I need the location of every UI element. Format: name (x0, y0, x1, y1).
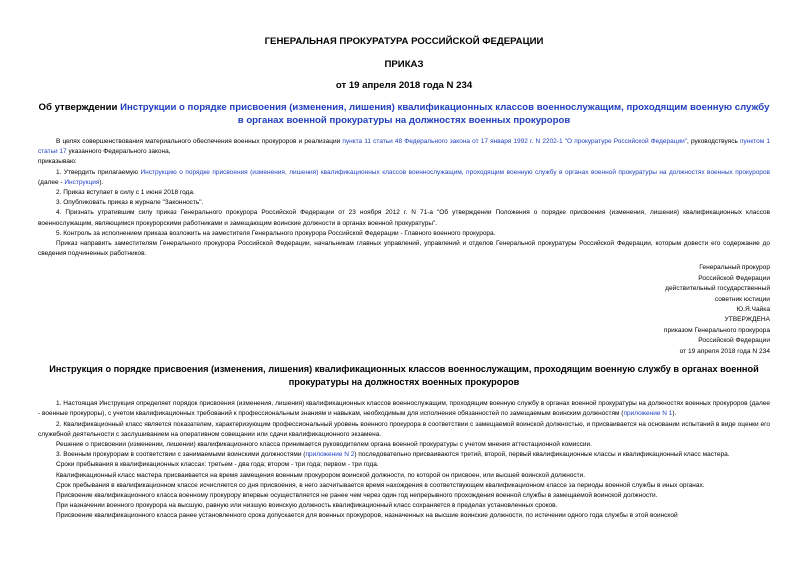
order-title (38, 101, 770, 127)
appendix-2-link[interactable]: приложение N 2 (305, 451, 355, 459)
instruction-paragraph-3: Решение о присвоении (изменении, лишении) квалификационного класса принимается руководителем органа военной прокуратуры с учетом мнения аттестационной комиссии. (56, 440, 592, 448)
order-item-1 (38, 168, 770, 188)
order-word: приказываю: (38, 158, 77, 166)
preamble-text-b: , руководствуясь (687, 138, 740, 145)
order-item-1-text-c: ). (99, 178, 104, 186)
order-item-5: 5. Контроль за исполнением приказа возложить на заместителя Генерального прокурора Российской Федерации - Главного военного прокурора. (56, 229, 496, 237)
law-article-link[interactable]: пункта 11 статьи 48 Федерального закона от 17 января 1992 г. N 2202-1 "О прокуратуре Российской Федерации" (342, 138, 688, 145)
signature-name: Ю.Я.Чайка (736, 306, 770, 314)
order-item-3: 3. Опубликовать приказ в журнале "Законность". (56, 199, 204, 207)
instruction-paragraph-6: Квалификационный класс мастера присваивается на время замещения военным прокурором воинской должности, по которой он присвоен, или высшей воинской должности. (56, 471, 586, 479)
instruction-p4-text: 3. Военным прокурорам в соответствии с занимаемыми воинскими должностями ( (56, 451, 306, 459)
instruction-paragraph-7: Срок пребывания в квалификационном классе исчисляется со дня присвоения, в него засчитывается время нахождения в соответствующем квалификационном классе за периоды военной службы в иных органах. (56, 481, 705, 489)
org-heading: ГЕНЕРАЛЬНАЯ ПРОКУРАТУРА РОССИЙСКОЙ ФЕДЕРАЦИИ (264, 36, 544, 47)
preamble-text-a: В целях совершенствования материального обеспечения военных прокуроров и реализации (56, 138, 343, 145)
approval-line: от 19 апреля 2018 года N 234 (679, 347, 770, 355)
instruction-paragraph-9: При назначении военного прокурора на высшую, равную или низшую воинскую должность квалификационный класс сохраняется в пределах установленных сроков. (56, 502, 558, 510)
signature-line: советник юстиции (714, 295, 770, 303)
instruction-link[interactable]: Инструкцию о порядке присвоения (изменения, лишения) квалификационных классов военнослужащим, проходящим военную службу в органах военной прокуратуры на должностях военных прокуроров (140, 168, 770, 176)
order-item-6: Приказ направить заместителям Генерального прокурора Российской Федерации, начальникам главных управлений, управлений и отделов Генеральной прокуратуры Российской Федерации, которым довести его содержание до сведения подчиненных работников. (38, 240, 770, 258)
order-item-1-text-b: (далее - (38, 178, 65, 186)
instruction-paragraph-2: 2. Квалификационный класс является показателем, характеризующим профессиональный уровень военного прокурора в соответствии с замещаемой воинской должностью, и присваивается на основании испытаний в виде оценки его служебной деятельности с заслушиванием на оперативном совещании или сдачи квалификационного экзамена. (38, 420, 770, 438)
order-item-4: 4. Признать утратившим силу приказ Генерального прокурора Российской Федерации от 23 ноября 2012 г. N 71-а "Об утверждении Положения о порядке присвоения (изменения, лишения) квалификационных классов военнослужащим, являющимся прокурорскими работниками и замещающим воинские должности в органах военной прокуратуры". (38, 209, 770, 227)
approval-line: Российской Федерации (698, 337, 770, 345)
article-17-link[interactable]: пунктом 1 статьи 17 (38, 138, 770, 156)
instruction-paragraph-4 (38, 450, 770, 460)
instruction-short-link[interactable]: Инструкция (64, 178, 100, 186)
instruction-p1-text: 1. Настоящая Инструкция определяет порядок присвоения (изменения, лишения) квалификационных классов военнослужащим, проходящим военную службу в органах военной прокуратуры на должностях военных прокуроров (далее - военные прокуроры), с учетом квалификационных требований к профессиональным знаниям и навыкам, необходимым для исполнения обязанностей по замещаемым воинским должностям ( (38, 400, 770, 418)
order-item-2: 2. Приказ вступает в силу с 1 июня 2018 года. (56, 189, 195, 197)
instruction-p4-text-b: ) последовательно присваиваются третий, второй, первый квалификационные классы и квалификационный класс мастера. (354, 451, 730, 459)
signature-line: действительный государственный (665, 285, 770, 293)
signature-line: Российской Федерации (698, 274, 770, 282)
instruction-paragraph-1 (38, 399, 770, 419)
instruction-p1-text-b: ). (672, 410, 677, 418)
instruction-paragraph-8: Присвоение квалификационного класса военному прокурору впервые осуществляется не ранее чем через один год непрерывного прохождения военной службы в замещаемой воинской должности. (56, 491, 658, 499)
instruction-title: Инструкция о порядке присвоения (изменения, лишения) квалификационных классов военнослужащим, проходящим военную службу в органах военной прокуратуры на должностях военных прокуроров (49, 364, 759, 388)
order-title-prefix: Об утверждении (38, 102, 121, 113)
order-item-1-text: 1. Утвердить прилагаемую (56, 168, 141, 176)
approval-line: приказом Генерального прокурора (663, 326, 770, 334)
instruction-paragraph-5: Сроки пребывания в квалификационных классах: третьем - два года; втором - три года; первом - три года. (56, 461, 379, 469)
signature-block (38, 263, 770, 357)
doc-type-heading: ПРИКАЗ (384, 59, 424, 70)
signature-line: Генеральный прокурор (699, 264, 770, 272)
approval-line: УТВЕРЖДЕНА (724, 316, 770, 324)
appendix-1-link[interactable]: приложение N 1 (623, 410, 673, 418)
preamble-text-c: указанного Федерального закона, (66, 148, 171, 156)
document-page (38, 36, 770, 522)
doc-date-number: от 19 апреля 2018 года N 234 (335, 80, 473, 91)
instruction-paragraph-10: Присвоение квалификационного класса ранее установленного срока допускается для военных прокуроров, назначенных на высшие воинские должности, по истечении одного года службы в этой воинской (56, 512, 678, 520)
order-title-link[interactable]: Инструкции о порядке присвоения (изменения, лишения) квалификационных классов военнослужащим, проходящим военную службу в органах военной прокуратуры на должностях военных прокуроров (120, 102, 770, 126)
preamble-paragraph (38, 137, 770, 157)
